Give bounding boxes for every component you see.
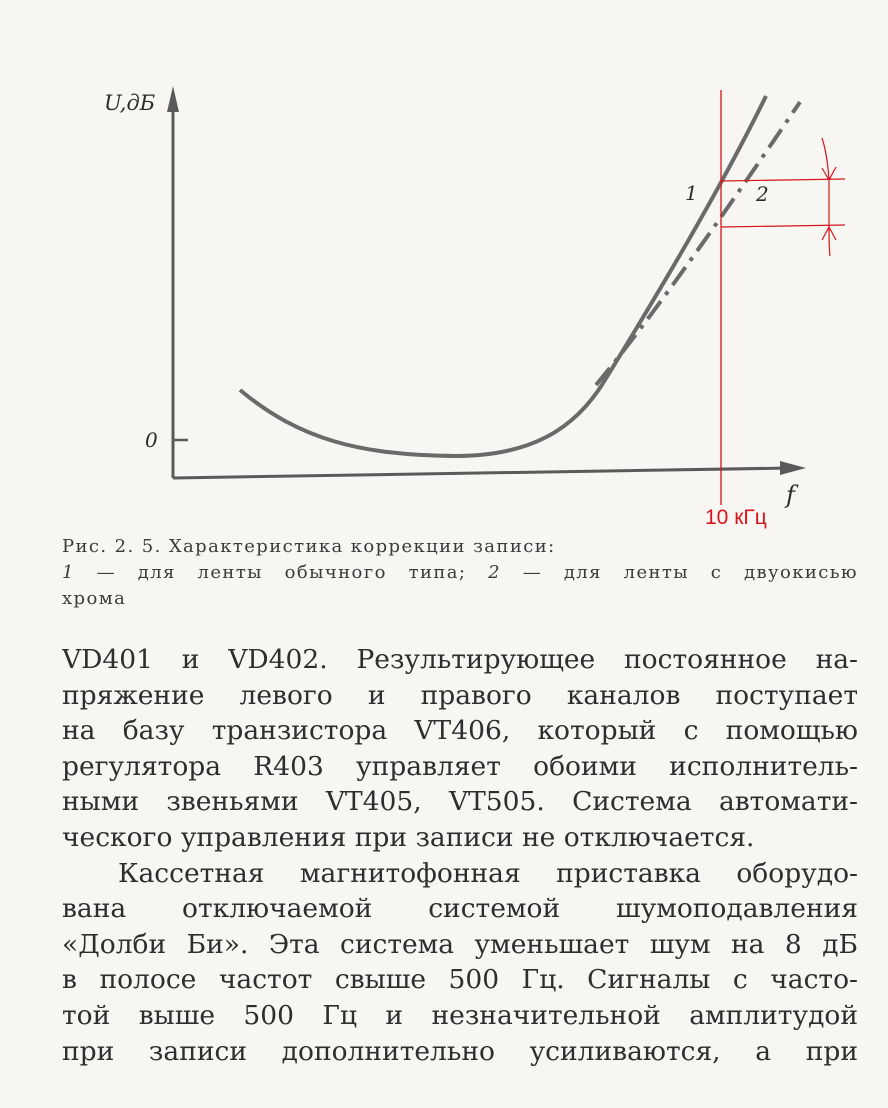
caption-line-3: хрома xyxy=(62,588,127,609)
curve-1 xyxy=(240,96,766,456)
caption-item-2-num: 2 xyxy=(488,562,501,583)
level-line-2 xyxy=(721,225,845,227)
x-axis-label: f xyxy=(786,481,795,509)
body-line: в полосе частот свыше 500 Гц. Сигналы с часто- xyxy=(62,964,858,996)
curve-2-label: 2 xyxy=(756,182,769,206)
frequency-marker-label: 10 кГц xyxy=(705,506,767,529)
body-line: при записи дополнительно усиливаются, а при xyxy=(62,1035,858,1067)
x-axis-arrow xyxy=(780,461,806,475)
dimension-arrow-top xyxy=(822,138,836,180)
body-line: ческого управления при записи не отключается. xyxy=(62,821,755,853)
caption-item-2-text: — для ленты с двуокисью xyxy=(500,562,859,583)
curve-1-label: 1 xyxy=(685,181,698,205)
caption-item-1-text: — для ленты обычного типа; xyxy=(74,562,467,583)
body-line: Кассетная магнитофонная приставка оборудо- xyxy=(118,857,858,889)
body-line: той выше 500 Гц и незначительной амплитудой xyxy=(62,999,858,1031)
y-axis-label: U,дБ xyxy=(104,91,156,115)
dimension-arrow-bottom xyxy=(822,227,836,256)
body-paragraphs xyxy=(62,642,858,1069)
body-line: пряжение левого и правого каналов поступает xyxy=(62,679,858,711)
caption-item-1-num: 1 xyxy=(62,562,75,583)
y-axis-arrow xyxy=(167,86,179,112)
caption-title: Рис. 2. 5. Характеристика коррекции записи: xyxy=(62,536,556,557)
body-line: VD401 и VD402. Результирующее постоянное на- xyxy=(62,644,858,675)
body-line: «Долби Би». Эта система уменьшает шум на 8 дБ xyxy=(62,928,858,960)
caption-legend xyxy=(62,560,858,586)
body-line: ными звеньями VT405, VT505. Система автомати- xyxy=(62,786,858,818)
body-line: вана отключаемой системой шумоподавления xyxy=(62,893,858,925)
zero-label: 0 xyxy=(145,428,158,452)
figure-caption xyxy=(62,534,862,612)
body-line: на базу транзистора VT406, который с помощью xyxy=(62,715,858,747)
level-line-1 xyxy=(721,179,845,181)
correction-chart xyxy=(0,0,888,530)
body-line: регулятора R403 управляет обоими исполнитель- xyxy=(62,750,858,782)
x-axis xyxy=(173,468,790,478)
